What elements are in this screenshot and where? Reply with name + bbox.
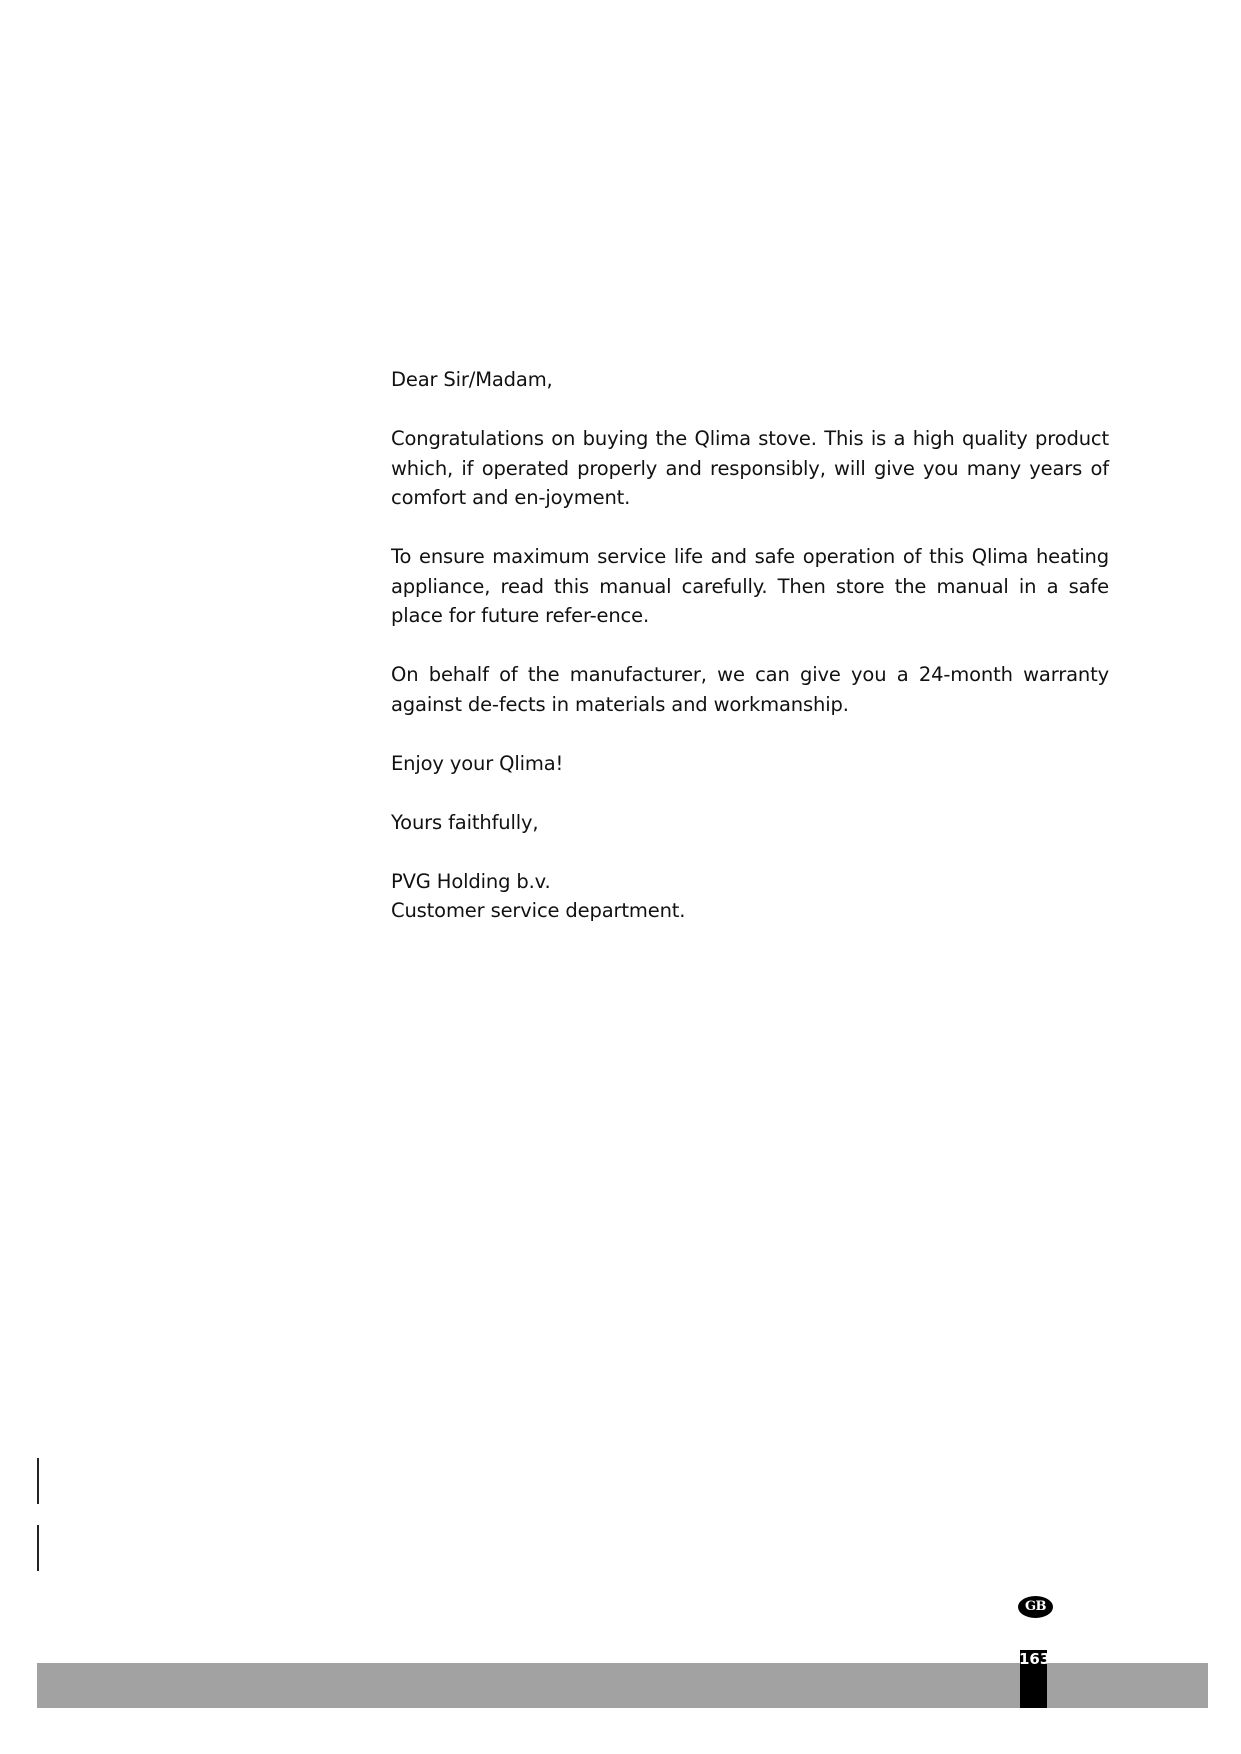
signature-block [391, 867, 1109, 926]
paragraph-warranty: On behalf of the manufacturer, we can give you a 24-month warranty against de-fects in materials and workmanship. [391, 663, 1109, 716]
paragraph-manual: To ensure maximum service life and safe operation of this Qlima heating appliance, read this manual carefully. Then store the manual in a safe place for future refer-ence. [391, 545, 1109, 627]
margin-rule-lower [37, 1525, 39, 1571]
country-badge [1018, 1596, 1053, 1618]
signature-department: Customer service department. [391, 899, 686, 922]
salutation: Dear Sir/Madam, [391, 368, 553, 391]
paragraph-enjoy: Enjoy your Qlima! [391, 751, 564, 775]
letter-body [391, 365, 1109, 926]
page-number: 163 [1019, 1650, 1051, 1668]
margin-rule-upper [37, 1458, 39, 1504]
paragraph-congratulations: Congratulations on buying the Qlima stove. This is a high quality product which, if operated properly and responsibly, will give you many years of comfort and en-joyment. [391, 427, 1109, 509]
closing: Yours faithfully, [391, 810, 539, 834]
country-code: GB [1024, 1599, 1047, 1614]
signature-company: PVG Holding b.v. [391, 869, 551, 893]
